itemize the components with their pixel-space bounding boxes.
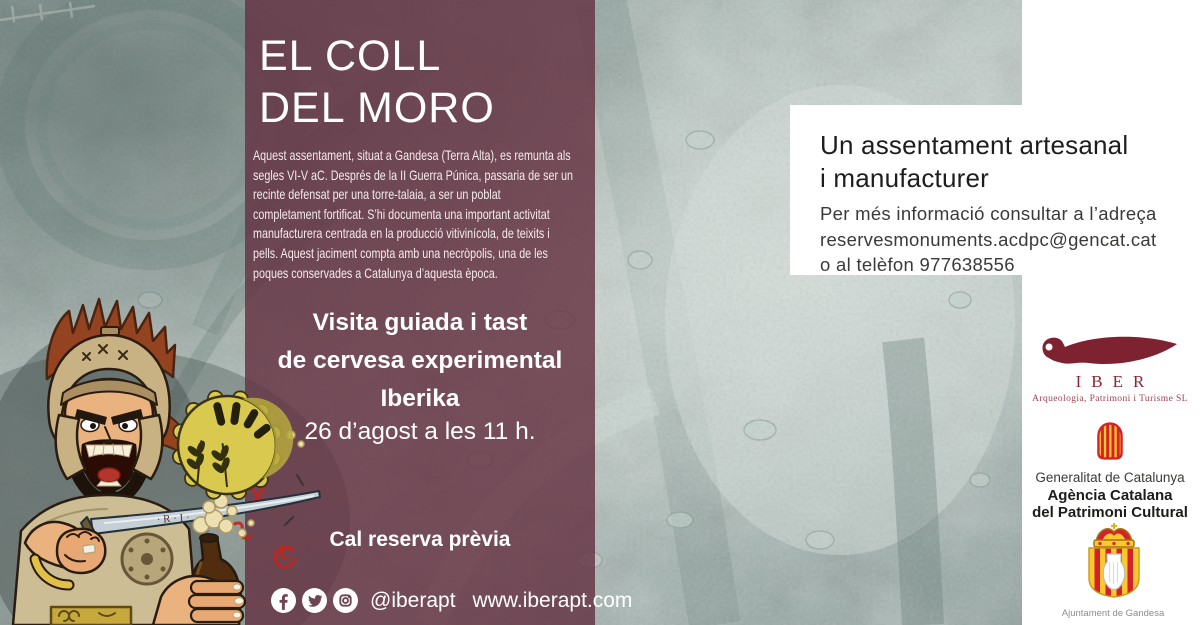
poster-description: Aquest assentament, situat a Gandesa (Terra Alta), es remunta als segles VI-V aC. Després de la II Guerra Púnica, passaria de ser un recinte defensat per una torre-talaia, a ser un poblat completament fortificat. S’hi documenta una important activitat manufacturera centrada en la producció vitivinícola, de teixits i pells. Aquest jaciment compta amb una necròpolis, una de les poques conservades a Catalunya d’aquesta època. — [253, 148, 574, 281]
instagram-icon[interactable] — [333, 588, 358, 613]
reservation-note: Cal reserva prèvia — [329, 528, 511, 551]
generalitat-name: Generalitat de Catalunya — [1035, 470, 1185, 485]
gandesa-coat-of-arms-icon — [1078, 522, 1148, 600]
poster-title: EL COLL DEL MORO — [259, 32, 495, 132]
gandesa-caption: Ajuntament de Gandesa — [1061, 608, 1165, 619]
gandesa-logo — [1050, 522, 1176, 619]
event-headline: Visita guiada i tast de cervesa experimental Iberika — [277, 309, 563, 412]
warrior-illustration — [0, 293, 325, 625]
iber-logo — [1022, 330, 1198, 404]
contact-phone: o al telèfon 977638556 — [820, 254, 1015, 275]
info-heading: Un assentament artesanal i manufacturer — [820, 130, 1129, 193]
website-url[interactable]: www.iberapt.com — [472, 588, 633, 612]
iber-name: IBER — [1075, 372, 1155, 391]
event-date: 26 d’agost a les 11 h. — [304, 418, 536, 445]
social-handle[interactable]: @iberapt — [370, 588, 456, 612]
info-body-line: Per més informació consultar a l’adreça — [820, 203, 1157, 224]
social-footer — [271, 588, 632, 613]
contact-email[interactable]: reservesmonuments.acdpc@gencat.cat — [820, 228, 1157, 250]
agencia-line2: del Patrimoni Cultural — [1032, 504, 1188, 521]
falcata-logo-icon — [1035, 330, 1185, 366]
agencia-line1: Agència Catalana — [1047, 487, 1173, 504]
blade-inscription: · R · I · — [156, 511, 191, 526]
senyera-badge-icon — [1096, 422, 1124, 460]
info-panel — [790, 105, 1200, 275]
info-body — [820, 201, 1157, 278]
generalitat-logo — [1012, 422, 1200, 521]
iber-subtitle: Arqueologia, Patrimoni i Turisme SL — [1032, 394, 1188, 404]
